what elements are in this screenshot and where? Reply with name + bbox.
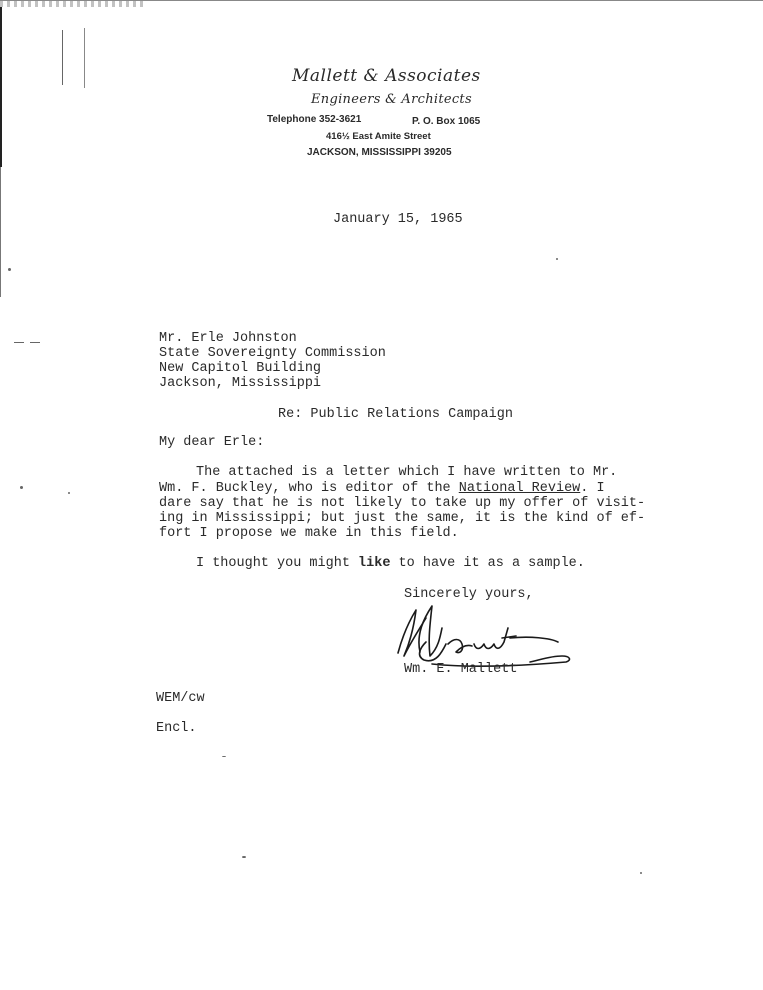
recipient-name: Mr. Erle Johnston xyxy=(159,331,297,346)
body-text-bold: like xyxy=(358,556,391,571)
recipient-organization: State Sovereignty Commission xyxy=(159,346,386,361)
recipient-building: New Capitol Building xyxy=(159,361,322,376)
closing: Sincerely yours, xyxy=(404,587,534,602)
subject-line: Re: Public Relations Campaign xyxy=(278,407,513,422)
scan-mark xyxy=(62,30,63,85)
body-text: . I xyxy=(580,481,605,496)
scan-speck xyxy=(640,872,642,874)
handwritten-signature xyxy=(390,598,575,670)
enclosure-notation: Encl. xyxy=(156,721,197,736)
firm-description: Engineers & Architects xyxy=(311,92,472,107)
scan-speck xyxy=(222,756,226,757)
body-line: fort I propose we make in this field. xyxy=(159,526,459,541)
body-line: dare say that he is not likely to take up my offer of visit- xyxy=(159,496,646,511)
body-line xyxy=(196,556,585,571)
letter-date: January 15, 1965 xyxy=(333,212,463,227)
firm-name: Mallett & Associates xyxy=(292,66,481,86)
telephone: Telephone 352-3621 xyxy=(267,114,362,125)
scan-speck xyxy=(30,342,40,343)
street-address: 416½ East Amite Street xyxy=(326,131,431,142)
scan-left-edge-inner xyxy=(0,167,1,297)
publication-title: National Review xyxy=(458,481,581,496)
body-line: ing in Mississippi; but just the same, it is the kind of ef- xyxy=(159,511,646,526)
scan-speck xyxy=(8,268,11,271)
reference-initials: WEM/cw xyxy=(156,691,205,706)
body-text: to have it as a sample. xyxy=(390,556,585,571)
city-state-zip: JACKSON, MISSISSIPPI 39205 xyxy=(307,147,452,158)
po-box: P. O. Box 1065 xyxy=(412,116,481,127)
scan-speck xyxy=(68,492,70,494)
scan-speck xyxy=(20,486,23,489)
scan-speck xyxy=(556,258,558,260)
body-text: Wm. F. Buckley, who is editor of the xyxy=(159,481,459,496)
scan-left-edge xyxy=(0,7,2,167)
recipient-city: Jackson, Mississippi xyxy=(159,376,322,391)
salutation: My dear Erle: xyxy=(159,435,265,450)
scan-top-noise xyxy=(0,1,143,7)
scan-mark xyxy=(84,28,85,88)
scan-speck xyxy=(242,856,246,858)
body-text: I thought you might xyxy=(196,556,359,571)
signer-name: Wm. E. Mallett xyxy=(404,662,518,677)
scan-speck xyxy=(14,342,24,343)
body-line: The attached is a letter which I have written to Mr. xyxy=(196,465,618,480)
body-line xyxy=(159,481,605,496)
